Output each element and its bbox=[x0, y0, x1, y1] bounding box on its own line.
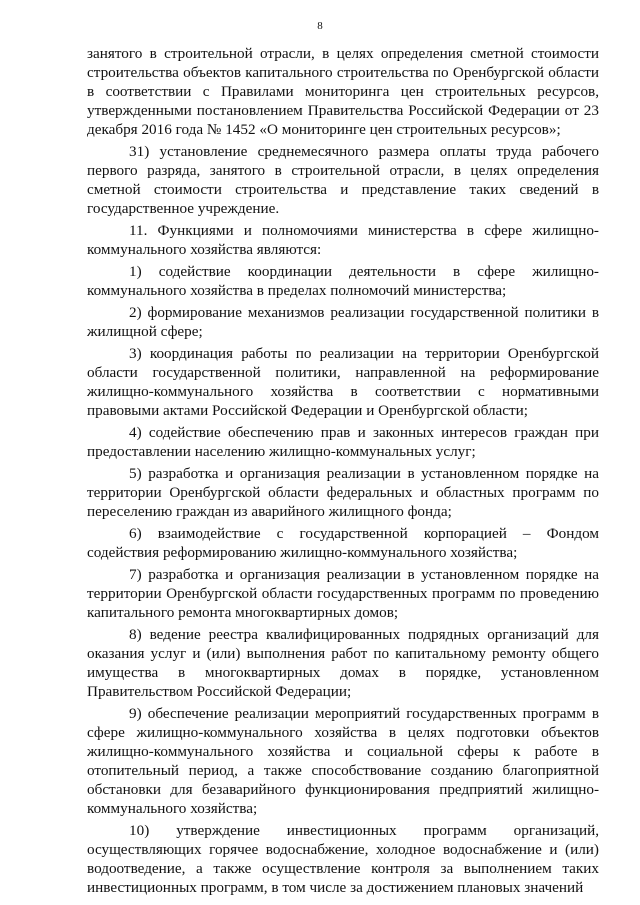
paragraph: 2) формирование механизмов реализации государственной политики в жилищной сфере; bbox=[87, 304, 599, 340]
page-number: 8 bbox=[317, 20, 323, 32]
paragraph: 7) разработка и организация реализации в установленном порядке на территории Оренбургской области государственных программ по проведению капитального ремонта многоквартирных домов; bbox=[87, 566, 599, 621]
paragraph: 1) содействие координации деятельности в сфере жилищно-коммунального хозяйства в пределах полномочий министерства; bbox=[87, 263, 599, 299]
paragraph: 6) взаимодействие с государственной корпорацией – Фондом содействия реформированию жилищно-коммунального хозяйства; bbox=[87, 525, 599, 561]
document-body bbox=[87, 44, 599, 900]
paragraph: 10) утверждение инвестиционных программ организаций, осуществляющих горячее водоснабжение, холодное водоснабжение и (или) водоотведение, а также осуществление контроля за выполнением таких инвестиционных программ, в том числе за достижением плановых значений bbox=[87, 822, 599, 896]
paragraph: 3) координация работы по реализации на территории Оренбургской области государственной политики, направленной на реформирование жилищно-коммунального хозяйства в соответствии с нормативными правовыми актами Российской Федерации и Оренбургской области; bbox=[87, 345, 599, 419]
paragraph: занятого в строительной отрасли, в целях определения сметной стоимости строительства объектов капитального строительства по Оренбургской области в соответствии с Правилами мониторинга цен строительных ресурсов, утвержденными постановлением Правительства Российской Федерации от 23 декабря 2016 года № 1452 «О мониторинге цен строительных ресурсов»; bbox=[87, 45, 599, 138]
paragraph: 11. Функциями и полномочиями министерства в сфере жилищно-коммунального хозяйства являются: bbox=[87, 222, 599, 258]
paragraph: 9) обеспечение реализации мероприятий государственных программ в сфере жилищно-коммунального хозяйства в целях подготовки объектов жилищно-коммунального хозяйства и социальной сферы к работе в отопительный период, а также способствование созданию благоприятной обстановки для безаварийного функционирования предприятий жилищно-коммунального хозяйства; bbox=[87, 705, 599, 817]
paragraph: 4) содействие обеспечению прав и законных интересов граждан при предоставлении населению жилищно-коммунальных услуг; bbox=[87, 424, 599, 460]
paragraph: 31) установление среднемесячного размера оплаты труда рабочего первого разряда, занятого в строительной отрасли, в целях определения сметной стоимости строительства и представление таких сведений в государственное учреждение. bbox=[87, 143, 599, 217]
paragraph: 8) ведение реестра квалифицированных подрядных организаций для оказания услуг и (или) выполнения работ по капитальному ремонту общего имущества в многоквартирных домах в порядке, установленном Правительством Российской Федерации; bbox=[87, 626, 599, 700]
paragraph: 5) разработка и организация реализации в установленном порядке на территории Оренбургской области федеральных и областных программ по переселению граждан из аварийного жилищного фонда; bbox=[87, 465, 599, 520]
